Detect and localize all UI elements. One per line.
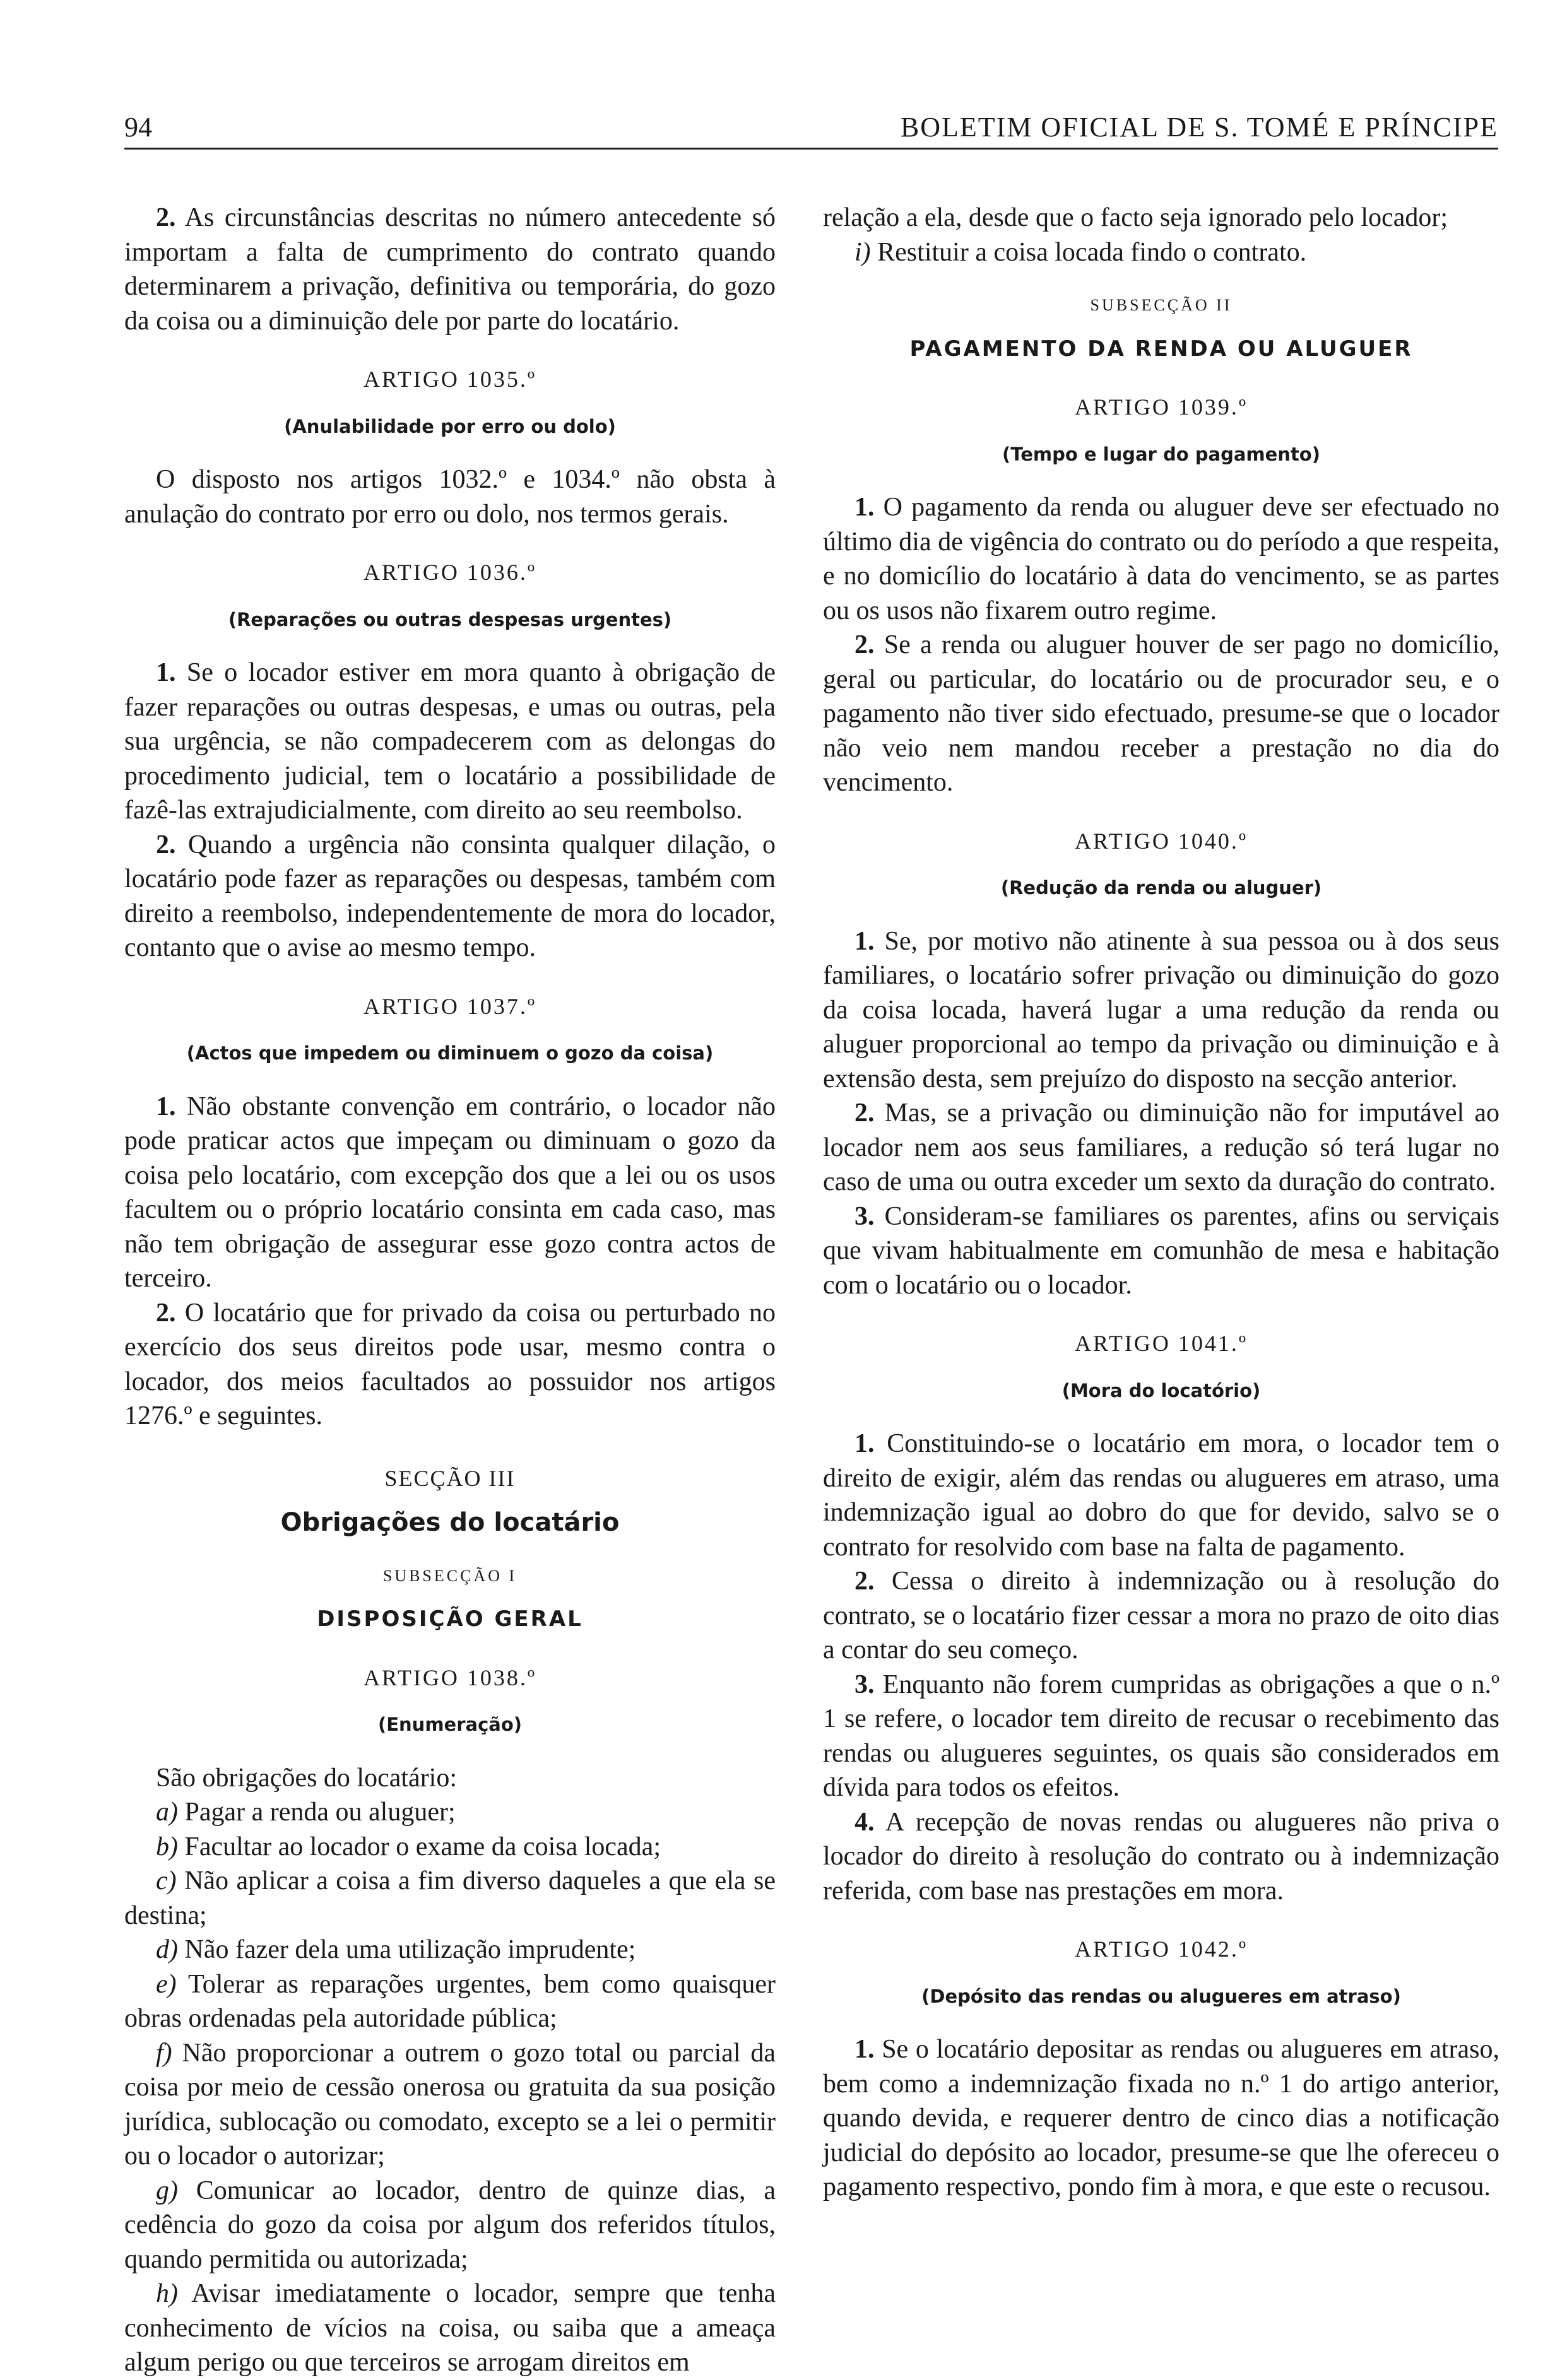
article-caption: (Depósito das rendas ou alugueres em atraso) [921, 1985, 1401, 2007]
paragraph [124, 828, 776, 965]
subsection-title: PAGAMENTO DA RENDA OU ALUGUER [909, 336, 1413, 362]
paragraph [823, 1805, 1499, 1909]
paragraph-number: 4. [854, 1807, 875, 1837]
article-caption: (Anulabilidade por erro ou dolo) [284, 415, 616, 437]
item-letter: b) [156, 1832, 178, 1861]
item-text: Não proporcionar a outrem o gozo total ou parcial da coisa por meio de cessão onerosa ou gratuita da sua posição jurídica, sublocação ou comodato, excepto se a lei o permitir ou o locador o autorizar; [124, 2038, 776, 2171]
left-column [124, 201, 776, 2380]
article-caption: (Redução da renda ou aluguer) [1000, 877, 1322, 898]
article-caption: (Reparações ou outras despesas urgentes) [228, 608, 672, 630]
paragraph-number: 1. [854, 1429, 875, 1458]
paragraph-number: 1. [854, 926, 875, 956]
paragraph-text: O pagamento da renda ou aluguer deve ser efectuado no último dia de vigência do contrato ou do período a que respeita, e no domicílio do locatário à data do vencimento, se as partes ou os usos não fixarem outro regime. [823, 493, 1499, 625]
paragraph [823, 924, 1499, 1097]
paragraph [124, 462, 776, 531]
item-letter: d) [156, 1935, 178, 1964]
paragraph-text: Constituindo-se o locatário em mora, o locador tem o direito de exigir, além das rendas ou alugueres em atraso, uma indemnização igual ao dobro do que for devido, salvo se o contrato for resolvido com base na falta de pagamento. [823, 1429, 1499, 1562]
subsection-heading: SUBSECÇÃO II [1090, 296, 1233, 314]
item-letter: g) [156, 2176, 178, 2205]
list-item [124, 1933, 776, 1967]
paragraph-number: 2. [156, 830, 176, 859]
article-caption: (Enumeração) [377, 1714, 523, 1735]
paragraph-text: Se, por motivo não atinente à sua pessoa ou à dos seus familiares, o locatário sofrer privação ou diminuição do gozo da coisa locada, haverá lugar a uma redução da renda ou aluguer proporcional ao tempo da privação ou diminuição e à extensão desta, sem prejuízo do disposto na secção anterior. [823, 926, 1499, 1093]
article-caption: (Mora do locatório) [1061, 1379, 1261, 1401]
paragraph [823, 1096, 1499, 1199]
paragraph-text: Se o locatário depositar as rendas ou alugueres em atraso, bem como a indemnização fixada no n.º 1 do artigo anterior, quando devida, e requerer dentro de cinco dias a notificação judicial do depósito ao locador, presume-se que lhe ofereceu o pagamento respectivo, pondo fim à mora, e que este o recusou. [823, 2035, 1499, 2201]
paragraph [124, 656, 776, 828]
item-text: Comunicar ao locador, dentro de quinze dias, a cedência do gozo da coisa por algum dos referidos títulos, quando permitida ou autorizada; [124, 2176, 776, 2274]
list-item [124, 1864, 776, 1933]
paragraph [823, 2032, 1499, 2205]
paragraph-number: 2. [854, 1099, 875, 1128]
paragraph-text: relação a ela, desde que o facto seja ignorado pelo locador; [823, 203, 1448, 232]
paragraph-text: Enquanto não forem cumpridas as obrigações a que o n.º 1 se refere, o locador tem direito de recusar o recebimento das rendas ou alugueres seguintes, os quais são considerados em dívida para todos os efeitos. [823, 1670, 1499, 1802]
paragraph-number: 2. [156, 1298, 176, 1328]
paragraph-number: 3. [854, 1201, 875, 1231]
right-column [823, 201, 1499, 2205]
article-heading: ARTIGO 1041.º [1075, 1331, 1248, 1356]
paragraph-number: 1. [854, 493, 875, 522]
article-caption: (Tempo e lugar do pagamento) [1002, 443, 1320, 465]
paragraph-continuation [823, 201, 1499, 235]
paragraph-number: 2. [854, 1567, 875, 1596]
item-text: Pagar a renda ou aluguer; [178, 1798, 456, 1827]
article-heading: ARTIGO 1037.º [364, 993, 536, 1019]
item-text: Não fazer dela uma utilização imprudente; [178, 1935, 636, 1964]
paragraph-number: 1. [156, 1092, 176, 1121]
list-item [823, 235, 1499, 270]
article-heading: ARTIGO 1038.º [364, 1664, 536, 1690]
paragraph-text: As circunstâncias descritas no número antecedente só importam a falta de cumprimento do contrato quando determinarem a privação, definitiva ou temporária, do gozo da coisa ou a diminuição dele por parte do locatário. [124, 203, 776, 336]
subsection-heading: SUBSECÇÃO I [382, 1566, 517, 1585]
paragraph-text: O disposto nos artigos 1032.º e 1034.º não obsta à anulação do contrato por erro ou dolo, nos termos gerais. [124, 465, 776, 529]
paragraph-text: Se a renda ou aluguer houver de ser pago no domicílio, geral ou particular, do locatário ou de procurador seu, e o pagamento não tiver sido efectuado, presume-se que o locador não veio nem mandou receber a prestação no dia do vencimento. [823, 630, 1499, 797]
article-heading: ARTIGO 1042.º [1075, 1936, 1248, 1962]
paragraph-text: Cessa o direito à indemnização ou à resolução do contrato, se o locatário fizer cessar a mora no prazo de oito dias a contar do seu começo. [823, 1567, 1499, 1664]
article-heading: ARTIGO 1039.º [1075, 394, 1248, 420]
paragraph [823, 1199, 1499, 1303]
paragraph [124, 201, 776, 338]
list-item [124, 2174, 776, 2277]
list-item [124, 1830, 776, 1865]
item-text: Tolerar as reparações urgentes, bem como quaisquer obras ordenadas pela autoridade pública; [124, 1969, 776, 2033]
paragraph [823, 490, 1499, 628]
paragraph-number: 3. [854, 1670, 875, 1699]
list-item [124, 1967, 776, 2036]
article-heading: ARTIGO 1036.º [364, 560, 536, 585]
paragraph-text: Não obstante convenção em contrário, o locador não pode praticar actos que impeçam ou diminuam o gozo da coisa pelo locatário, com excepção dos que a lei ou os usos facultem ou o próprio locatário consinta em cada caso, mas não tem obrigação de assegurar esse gozo contra actos de terceiro. [124, 1092, 776, 1293]
list-item [124, 2277, 776, 2380]
paragraph-text: Quando a urgência não consinta qualquer dilação, o locatário pode fazer as reparações ou despesas, também com direito a reembolso, independentemente de mora do locador, contanto que o avise ao mesmo tempo. [124, 830, 776, 962]
paragraph [124, 1090, 776, 1296]
paragraph-text: Consideram-se familiares os parentes, afins ou serviçais que vivam habitualmente em comunhão de mesa e habitação com o locatário ou o locador. [823, 1201, 1499, 1300]
paragraph-text: São obrigações do locatário: [156, 1763, 458, 1793]
article-heading: ARTIGO 1040.º [1075, 828, 1248, 854]
paragraph-number: 2. [156, 203, 176, 232]
page-header [124, 107, 1498, 150]
item-text: Facultar ao locador o exame da coisa locada; [178, 1832, 661, 1861]
paragraph [823, 1564, 1499, 1668]
item-text: Avisar imediatamente o locador, sempre que tenha conhecimento de vícios na coisa, ou saiba que a ameaça algum perigo ou que terceiros se arrogam direitos em [124, 2279, 776, 2377]
item-letter: a) [156, 1798, 178, 1827]
paragraph-text: O locatário que for privado da coisa ou perturbado no exercício dos seus direitos pode usar, mesmo contra o locador, dos meios facultados ao possuidor nos artigos 1276.º e seguintes. [124, 1298, 776, 1430]
item-letter: e) [156, 1969, 177, 1999]
paragraph [124, 1761, 776, 1796]
list-item [124, 1795, 776, 1830]
paragraph [124, 1296, 776, 1434]
paragraph-number: 1. [854, 2035, 875, 2064]
item-letter: f) [156, 2038, 172, 2068]
paragraph-text: A recepção de novas rendas ou alugueres não priva o locador do direito à resolução do contrato ou à indemnização referida, com base nas prestações em mora. [823, 1807, 1499, 1906]
list-item [124, 2036, 776, 2174]
paragraph-text: Mas, se a privação ou diminuição não for imputável ao locador nem aos seus familiares, a redução só terá lugar no caso de uma ou outra exceder um sexto da duração do contrato. [823, 1099, 1499, 1196]
item-text: Não aplicar a coisa a fim diverso daqueles a que ela se destina; [124, 1866, 776, 1930]
item-letter: c) [156, 1866, 177, 1895]
page-number: 94 [124, 112, 152, 143]
item-text: Restituir a coisa locada findo o contrato. [870, 237, 1307, 267]
subsection-title: DISPOSIÇÃO GERAL [317, 1606, 583, 1632]
paragraph-number: 2. [854, 630, 875, 659]
section-title: Obrigações do locatário [280, 1508, 620, 1537]
paragraph [823, 628, 1499, 800]
item-letter: i) [854, 237, 871, 267]
paragraph [823, 1427, 1499, 1564]
article-heading: ARTIGO 1035.º [364, 367, 536, 392]
item-letter: h) [156, 2279, 178, 2308]
paragraph-text: Se o locador estiver em mora quanto à obrigação de fazer reparações ou outras despesas, e umas ou outras, pela sua urgência, se não compadecerem com as delongas do procedimento judicial, tem o locatário a possibilidade de fazê-las extrajudicialmente, com direito ao seu reembolso. [124, 658, 776, 825]
section-heading: SECÇÃO III [384, 1465, 516, 1491]
publication-title: BOLETIM OFICIAL DE S. TOMÉ E PRÍNCIPE [900, 112, 1498, 143]
article-caption: (Actos que impedem ou diminuem o gozo da coisa) [186, 1042, 714, 1064]
paragraph-number: 1. [156, 658, 176, 687]
paragraph [823, 1668, 1499, 1805]
